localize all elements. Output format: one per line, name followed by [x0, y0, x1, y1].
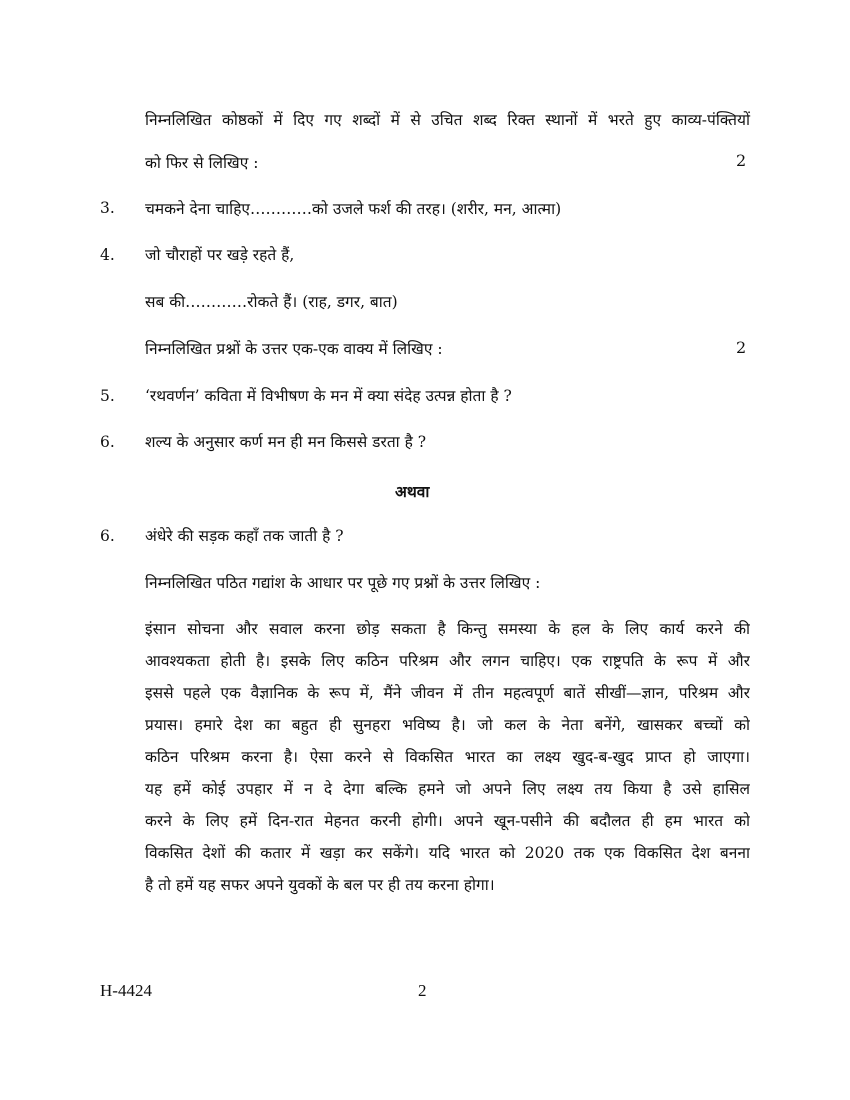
- fill-blank-instruction-line2: को फिर से लिखिए :: [145, 154, 259, 172]
- question-number: 4.: [100, 246, 115, 264]
- page-number: 2: [418, 981, 427, 1000]
- paper-code: H-4424: [100, 981, 152, 1000]
- passage-line: आवश्यकता होती है। इसके लिए कठिन परिश्रम और लगन चाहिए। एक राष्ट्रपति के रूप में और: [145, 652, 750, 670]
- passage-instruction: निम्नलिखित पठित गद्यांश के आधार पर पूछे गए प्रश्नों के उत्तर लिखिए :: [145, 574, 541, 592]
- passage-line: करने के लिए हमें दिन-रात मेहनत करनी होगी। अपने खून-पसीने की बदौलत ही हम भारत को: [145, 812, 750, 830]
- passage-line: यह हमें कोई उपहार में न दे देगा बल्कि हमने जो अपने लिए लक्ष्य तय किया है उसे हासिल: [145, 780, 750, 798]
- passage-line: है तो हमें यह सफर अपने युवकों के बल पर ही तय करना होगा।: [145, 876, 495, 894]
- passage-line: विकसित देशों की कतार में खड़ा कर सकेंगे। यदि भारत को 2020 तक एक विकसित देश बनना: [145, 844, 750, 862]
- passage: [145, 613, 750, 901]
- fill-blank-marks: 2: [736, 151, 747, 170]
- short-answer-instruction: निम्नलिखित प्रश्नों के उत्तर एक-एक वाक्य में लिखिए :: [145, 340, 443, 358]
- fill-blank-instruction-line1: निम्नलिखित कोष्ठकों में दिए गए शब्दों में से उचित शब्द रिक्त स्थानों में भरते हुए काव्य-पंक्तियों: [145, 111, 750, 129]
- passage-line: कठिन परिश्रम करना है। ऐसा करने से विकसित भारत का लक्ष्य खुद-ब-खुद प्राप्त हो जाएगा।: [145, 748, 750, 766]
- short-answer-marks: 2: [736, 338, 747, 357]
- passage-line: इससे पहले एक वैज्ञानिक के रूप में, मैंने जीवन में तीन महत्वपूर्ण बातें सीखीं—ज्ञान, परिश्रम और: [145, 684, 750, 702]
- question-number: 3.: [100, 199, 115, 217]
- question-number: 6.: [100, 433, 115, 451]
- question-text: शल्य के अनुसार कर्ण मन ही मन किससे डरता है ?: [145, 433, 427, 451]
- passage-line: इंसान सोचना और सवाल करना छोड़ सकता है किन्तु समस्या के हल के लिए कार्य करने की: [145, 620, 750, 638]
- question-text: चमकने देना चाहिए…………को उजले फर्श की तरह। (शरीर, मन, आत्मा): [145, 200, 562, 218]
- question-number: 5.: [100, 387, 115, 405]
- question-number: 6.: [100, 527, 115, 545]
- question-text: ‘रथवर्णन’ कविता में विभीषण के मन में क्या संदेह उत्पन्न होता है ?: [145, 387, 512, 405]
- question-text: जो चौराहों पर खड़े रहते हैं,: [145, 246, 295, 264]
- question-text-continued: सब की…………रोकते हैं। (राह, डगर, बात): [145, 293, 398, 311]
- passage-line: प्रयास। हमारे देश का बहुत ही सुनहरा भविष्य है। जो कल के नेता बनेंगे, खासकर बच्चों को: [145, 716, 750, 734]
- or-label: अथवा: [395, 482, 430, 501]
- question-text: अंधेरे की सड़क कहाँ तक जाती है ?: [145, 527, 344, 545]
